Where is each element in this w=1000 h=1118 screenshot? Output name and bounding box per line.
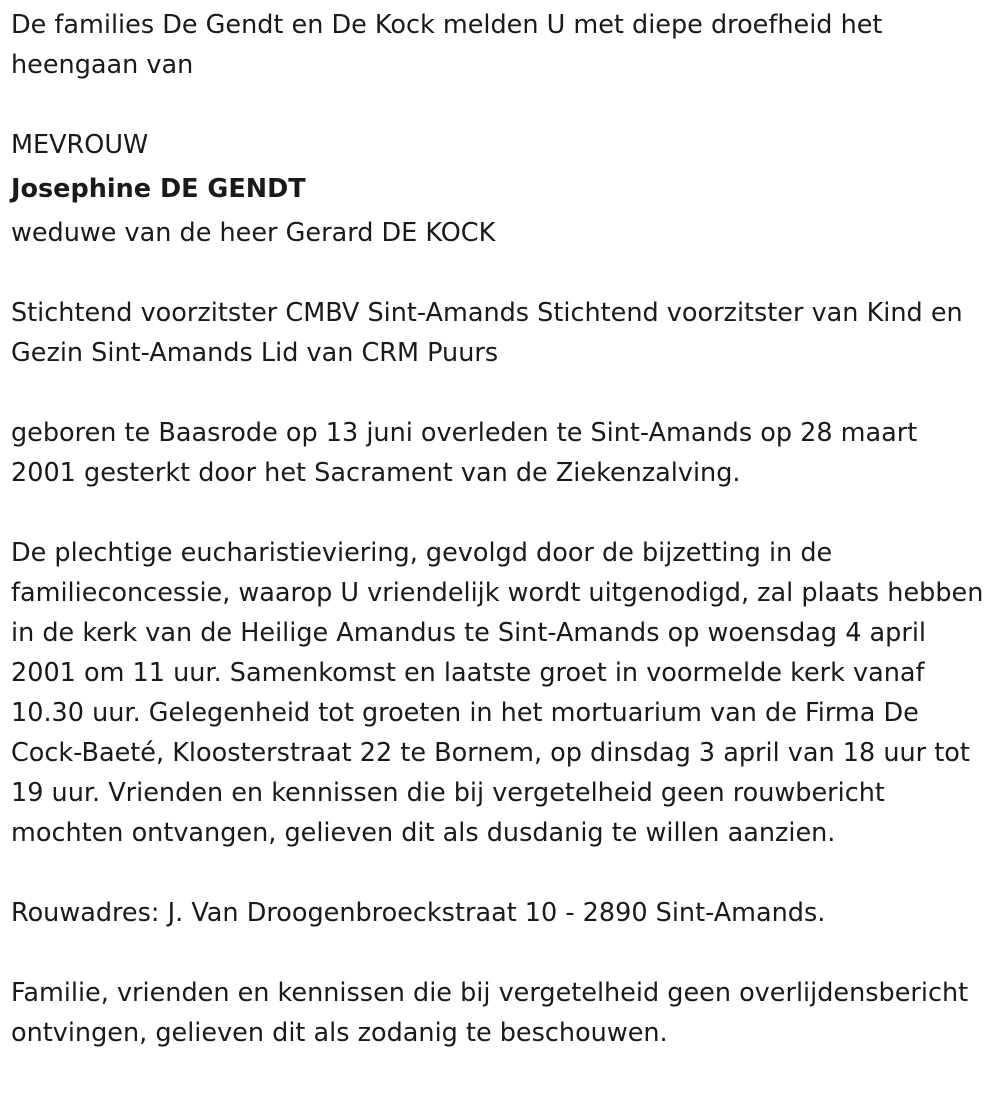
death-notice <box>11 5 986 1053</box>
relation-line: weduwe van de heer Gerard DE KOCK <box>11 218 496 248</box>
intro-paragraph: De families De Gendt en De Kock melden U met diepe droefheid het heengaan van <box>11 10 883 80</box>
address-line: Rouwadres: J. Van Droogenbroeckstraat 10 - 2890 Sint-Amands. <box>11 898 826 928</box>
closing-paragraph: Familie, vrienden en kennissen die bij vergetelheid geen overlijdensbericht ontvingen, gelieven dit als zodanig te beschouwen. <box>11 978 969 1048</box>
roles-paragraph: Stichtend voorzitster CMBV Sint-Amands Stichtend voorzitster van Kind en Gezin Sint-Amands Lid van CRM Puurs <box>11 298 963 368</box>
deceased-name: Josephine DE GENDT <box>11 174 306 204</box>
birth-death-paragraph: geboren te Baasrode op 13 juni overleden te Sint-Amands op 28 maart 2001 gesterkt door het Sacrament van de Ziekenzalving. <box>11 418 918 488</box>
salutation: MEVROUW <box>11 130 149 160</box>
ceremony-paragraph: De plechtige eucharistieviering, gevolgd door de bijzetting in de familieconcessie, waarop U vriendelijk wordt uitgenodigd, zal plaats hebben in de kerk van de Heilige Amandus te Sint-Amands op woensdag 4 april 2001 om 11 uur. Samenkomst en laatste groet in voormelde kerk vanaf 10.30 uur. Gelegenheid tot groeten in het mortuarium van de Firma De Cock-Baeté, Kloosterstraat 22 te Bornem, op dinsdag 3 april van 18 uur tot 19 uur. Vrienden en kennissen die bij vergetelheid geen rouwbericht mochten ontvangen, gelieven dit als dusdanig te willen aanzien. <box>11 538 984 848</box>
